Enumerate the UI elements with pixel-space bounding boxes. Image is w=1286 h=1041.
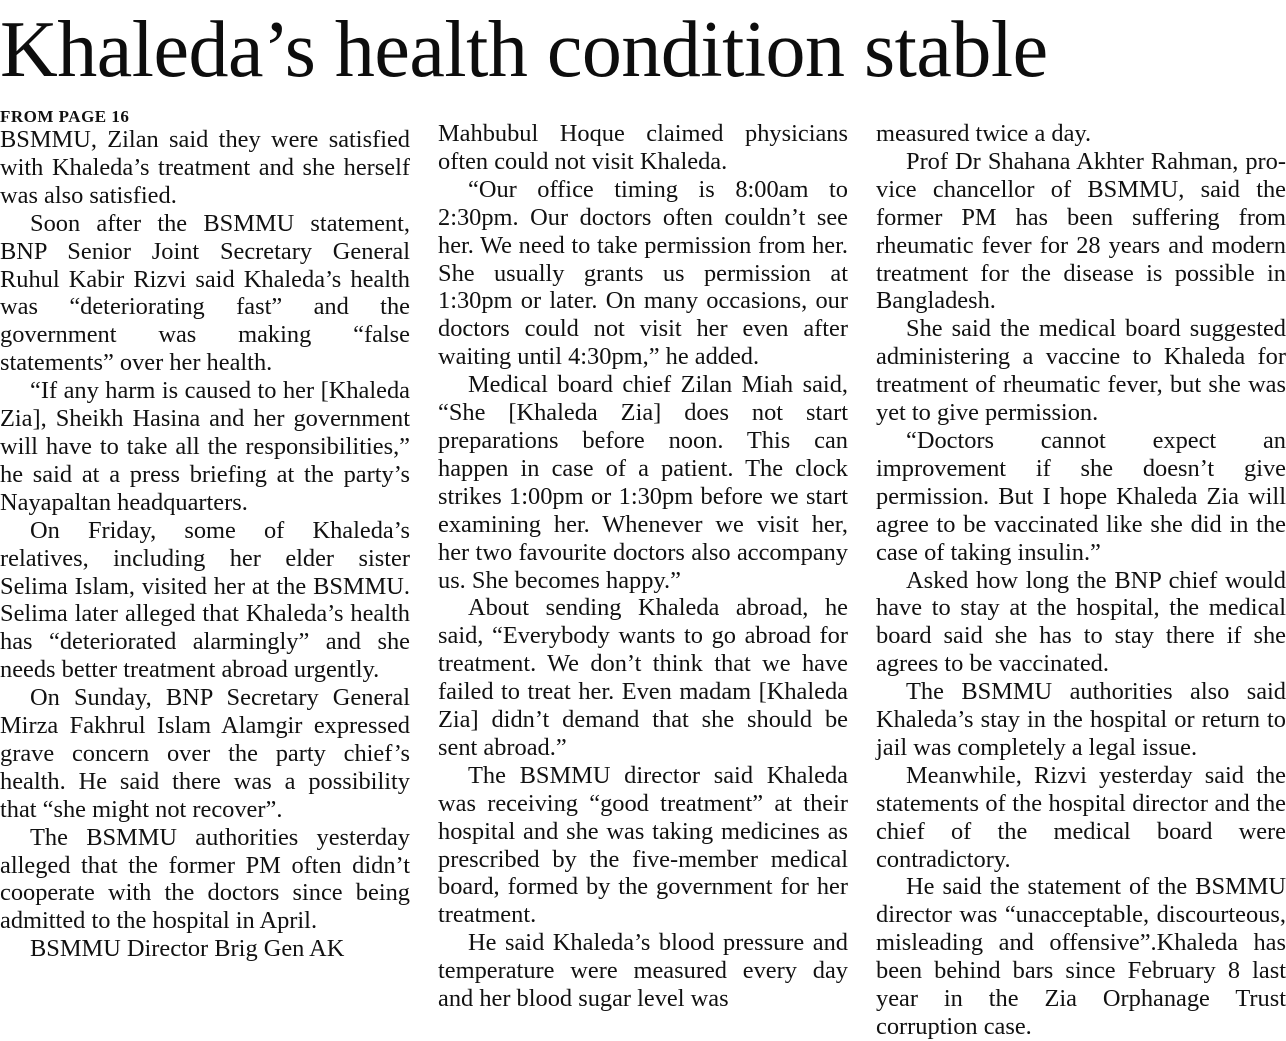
paragraph: Asked how long the BNP chief would have to stay at the hospital, the medical board said she has to stay there if she agrees to be vaccinated.: [876, 566, 1286, 678]
paragraph: Mahbubul Hoque claimed physicians often could not visit Khaleda.: [438, 120, 848, 175]
article-column-2: [438, 106, 848, 1013]
paragraph: She said the medical board suggested administering a vaccine to Khaleda for treatment of rheumatic fever, but she was yet to give permission.: [876, 315, 1286, 427]
headline: Khaleda’s health condition stable: [0, 6, 1048, 94]
continuation-kicker: FROM PAGE 16: [0, 107, 130, 126]
paragraph: The BSMMU director said Khaleda was receiving “good treatment” at their hospital and she was taking medicines as prescribed by the five-member medical board, formed by the government for her treatment.: [438, 761, 848, 929]
column-top-spacer: [438, 106, 848, 120]
paragraph: He said Khaleda’s blood pressure and temperature were measured every day and her blood sugar level was: [438, 929, 848, 1013]
paragraph: He said the statement of the BSMMU director was “unacceptable, discourteous, misleading and offensive”.Khaleda has been behind bars since February 8 last year in the Zia Orphanage Trust corruption case.: [876, 873, 1286, 1040]
article-column-3: [876, 106, 1286, 1041]
paragraph: Soon after the BSMMU statement, BNP Senior Joint Secretary General Ruhul Kabir Rizvi said Khaleda’s health was “deteriorating fast” and the government was making “false statements” over her health.: [0, 209, 410, 377]
paragraph: The BSMMU authorities yesterday alleged that the former PM often didn’t cooperate with the doctors since being admitted to the hospital in April.: [0, 823, 410, 935]
paragraph: “Doctors cannot expect an improvement if she doesn’t give permission. But I hope Khaleda Zia will agree to be vaccinated like she did in the case of taking insulin.”: [876, 426, 1286, 566]
paragraph: Prof Dr Shahana Akhter Rahman, pro-vice chancellor of BSMMU, said the former PM has been suffering from rheumatic fever for 28 years and modern treatment for the disease is possible in Bangladesh.: [876, 147, 1286, 315]
paragraph: “Our office timing is 8:00am to 2:30pm. Our doctors often couldn’t see her. We need to take permission from her. She usually grants us permission at 1:30pm or later. On many occasions, our doctors could not visit her even after waiting until 4:30pm,” he added.: [438, 175, 848, 371]
paragraph: The BSMMU authorities also said Khaleda’s stay in the hospital or return to jail was completely a legal issue.: [876, 678, 1286, 761]
column-top-spacer: [876, 106, 1286, 120]
paragraph: On Sunday, BNP Secretary General Mirza Fakhrul Islam Alamgir expressed grave concern over the party chief’s health. He said there was a possibility that “she might not recover”.: [0, 684, 410, 823]
paragraph: measured twice a day.: [876, 120, 1092, 147]
paragraph: Medical board chief Zilan Miah said, “She [Khaleda Zia] does not start preparations before noon. This can happen in case of a patient. The clock strikes 1:00pm or 1:30pm before we start examining her. Whenever we visit her, her two favourite doctors also accompany us. She becomes happy.”: [438, 371, 848, 594]
paragraph: BSMMU, Zilan said they were satisfied with Khaleda’s treatment and she herself was also satisfied.: [0, 126, 410, 209]
paragraph: Meanwhile, Rizvi yesterday said the statements of the hospital director and the chief of the medical board were contradictory.: [876, 761, 1286, 873]
article-column-1: [0, 106, 410, 963]
paragraph: About sending Khaleda abroad, he said, “Everybody wants to go abroad for treatment. We don’t think that we have failed to treat her. Even madam [Khaleda Zia] didn’t demand that she should be sent abroad.”: [438, 594, 848, 761]
paragraph: BSMMU Director Brig Gen AK: [30, 935, 345, 963]
paragraph: “If any harm is caused to her [Khaleda Zia], Sheikh Hasina and her government will have to take all the responsibilities,” he said at a press briefing at the party’s Nayapaltan headquarters.: [0, 377, 410, 516]
paragraph: On Friday, some of Khaleda’s relatives, including her elder sister Selima Islam, visited her at the BSMMU. Selima later alleged that Khaleda’s health has “deteriorated alarmingly” and she needs better treatment abroad urgently.: [0, 516, 410, 684]
